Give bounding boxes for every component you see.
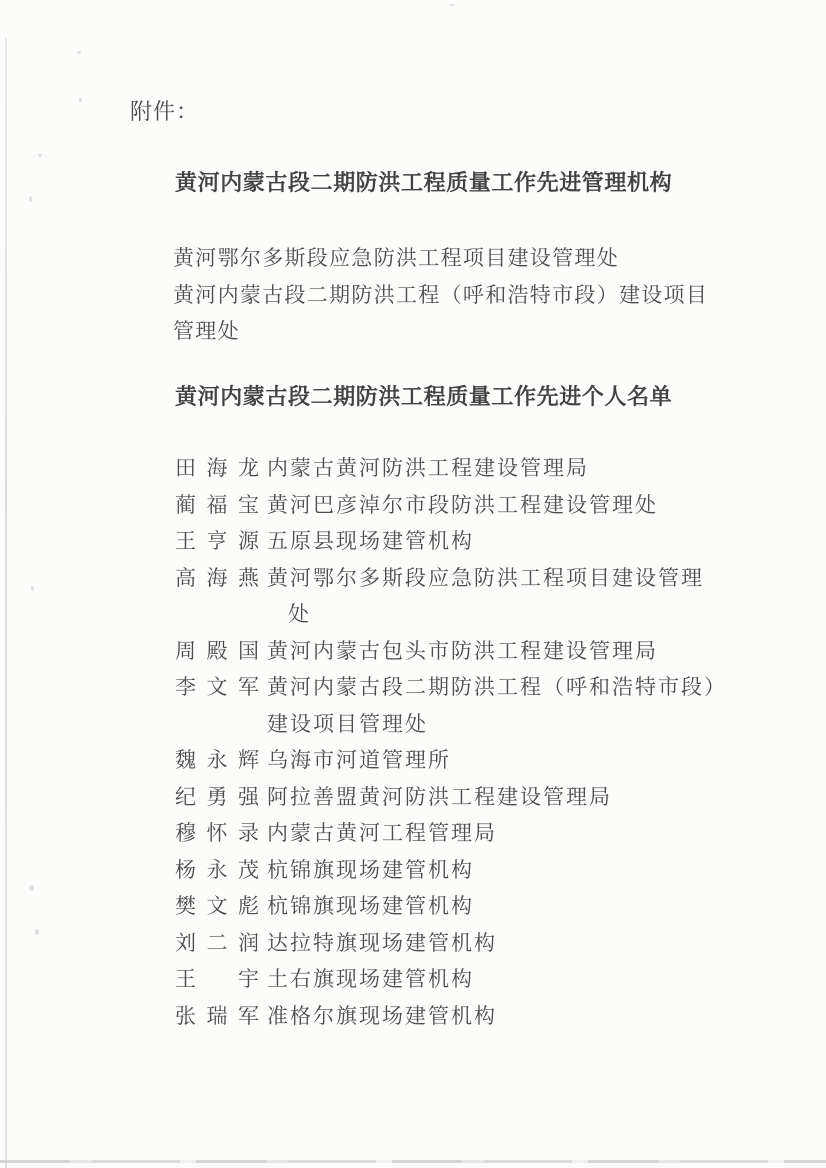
person-name: 高海燕 — [175, 565, 270, 590]
person-org-line: 黄河巴彦淖尔市段防洪工程建设管理处 — [267, 492, 658, 517]
person-name: 王 宇 — [175, 967, 270, 991]
person-row — [175, 779, 727, 816]
person-org-line: 内蒙古黄河工程管理局 — [267, 821, 497, 845]
scan-speck — [77, 51, 81, 54]
person-org — [267, 487, 658, 524]
person-row — [175, 888, 727, 925]
person-org-line: 阿拉善盟黄河防洪工程建设管理局 — [267, 784, 612, 809]
person-org — [267, 523, 474, 560]
person-org — [267, 961, 474, 998]
section1-title-advanced-organizations: 黄河内蒙古段二期防洪工程质量工作先进管理机构 — [175, 170, 673, 195]
scan-speck — [35, 929, 39, 935]
person-org-line: 五原县现场建管机构 — [267, 529, 474, 553]
person-org-line: 黄河内蒙古段二期防洪工程（呼和浩特市段） — [267, 675, 727, 699]
scan-speck — [29, 196, 32, 202]
person-name: 蔺福宝 — [175, 492, 270, 517]
person-org — [267, 779, 612, 816]
person-row — [175, 925, 727, 962]
person-org-line: 建设项目管理处 — [267, 711, 428, 736]
organization-line: 管理处 — [173, 319, 240, 343]
page-left-edge-line — [5, 38, 7, 1168]
person-org-line: 黄河内蒙古包头市防洪工程建设管理局 — [267, 638, 658, 663]
person-name: 魏永辉 — [175, 748, 270, 772]
person-name: 樊文彪 — [175, 894, 270, 918]
person-org-line: 准格尔旗现场建管机构 — [267, 1003, 497, 1028]
scan-speck — [38, 154, 42, 157]
person-name: 穆怀录 — [175, 821, 270, 845]
scan-speck — [79, 98, 82, 102]
person-org — [267, 815, 497, 852]
person-row — [175, 633, 727, 670]
person-org — [267, 633, 658, 670]
scan-speck — [29, 885, 34, 891]
person-org — [267, 450, 589, 487]
person-org-line: 内蒙古黄河防洪工程建设管理局 — [267, 456, 589, 480]
attachment-label: 附件： — [130, 99, 200, 124]
person-org-line: 处 — [288, 602, 311, 626]
person-name: 王亨源 — [175, 529, 270, 553]
person-org — [267, 669, 727, 742]
person-org-line: 杭锦旗现场建管机构 — [267, 857, 474, 882]
person-row — [175, 487, 727, 524]
person-row — [175, 742, 727, 779]
person-name: 刘二润 — [175, 930, 270, 955]
person-row — [175, 669, 727, 742]
person-row — [175, 998, 727, 1035]
person-org-line: 杭锦旗现场建管机构 — [267, 894, 474, 918]
section2-people-list — [175, 450, 727, 1034]
person-name: 周殿国 — [175, 638, 270, 663]
person-name: 杨永茂 — [175, 857, 270, 882]
person-name: 张瑞军 — [175, 1003, 270, 1028]
section1-organization-list — [173, 240, 708, 350]
person-org — [267, 560, 704, 633]
person-org-line: 土右旗现场建管机构 — [267, 967, 474, 991]
person-org — [267, 998, 497, 1035]
organization-line: 黄河鄂尔多斯段应急防洪工程项目建设管理处 — [173, 246, 619, 270]
person-name: 李文军 — [175, 675, 270, 699]
person-org-line: 乌海市河道管理所 — [267, 748, 451, 772]
person-org-line: 黄河鄂尔多斯段应急防洪工程项目建设管理 — [267, 565, 704, 590]
person-row — [175, 560, 727, 633]
person-row — [175, 961, 727, 998]
person-row — [175, 815, 727, 852]
scan-speck — [449, 4, 455, 6]
section2-title-advanced-individuals: 黄河内蒙古段二期防洪工程质量工作先进个人名单 — [175, 384, 673, 409]
person-row — [175, 450, 727, 487]
person-org — [267, 888, 474, 925]
person-name: 纪勇强 — [175, 784, 270, 809]
person-org-line: 达拉特旗现场建管机构 — [267, 930, 497, 955]
person-row — [175, 852, 727, 889]
page-bottom-edge-line — [0, 1160, 826, 1163]
person-org — [267, 925, 497, 962]
person-org — [267, 742, 451, 779]
person-row — [175, 523, 727, 560]
person-org — [267, 852, 474, 889]
person-name: 田海龙 — [175, 456, 270, 480]
organization-line: 黄河内蒙古段二期防洪工程（呼和浩特市段）建设项目 — [173, 282, 709, 307]
scan-speck — [31, 586, 34, 591]
